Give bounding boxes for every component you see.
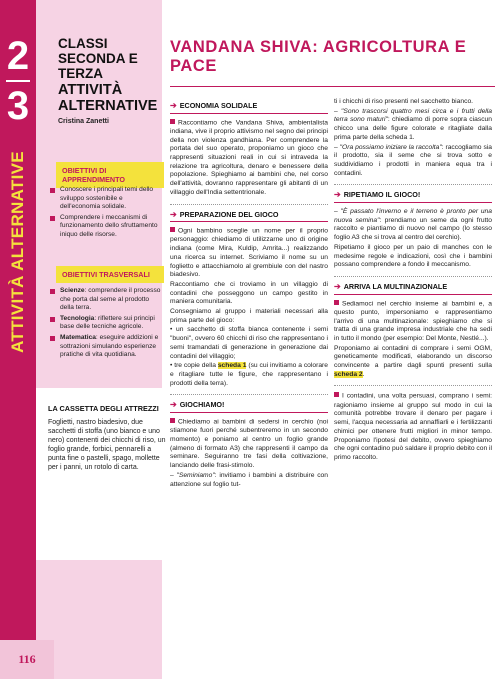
section-heading: [170, 211, 328, 223]
section-heading: [170, 401, 328, 413]
arrow-icon: ➔: [170, 101, 177, 110]
list-item: Conoscere i principali temi dello sviluppo sostenibile e dell'economia solidale.: [50, 186, 162, 212]
section-heading: [334, 191, 492, 203]
toolbox-heading: LA CASSETTA DEGLI ATTREZZI: [48, 404, 159, 413]
list-item-text: riflettere sui principi base delle tecniche agricole.: [60, 314, 155, 331]
section-heading: [334, 283, 492, 295]
bullet-square-icon: [170, 119, 175, 124]
list-item-text: comprendere il processo che porta dal seme al prodotto della terra.: [60, 287, 161, 312]
list-item: Scienze: comprendere il processo che porta dal seme al prodotto della terra.: [50, 287, 162, 313]
list-item: Matematica: eseguire addizioni e sottrazioni simulando esperienze pratiche di vita quotidiana.: [50, 334, 162, 360]
paragraph: Proponiamo ai contadini di comprare i semi OGM, geneticamente modificati, elaborando un discorso convincente a partire dagli spunti presenti sulla scheda 2.: [334, 344, 492, 378]
subject-label: Tecnologia: [60, 314, 95, 322]
divider: [334, 276, 492, 277]
grade-divider: [6, 80, 30, 82]
grade-number-bottom: 3: [6, 84, 30, 128]
arrow-icon: ➔: [334, 281, 341, 291]
paragraph: Raccontiamo che ci troviamo in un villaggio di contadini che posseggono un campo gestito in maniera comunitaria.: [170, 280, 328, 306]
toolbox-text: Foglietti, nastro biadesivo, due sacchetti di stoffa (uno bianco e uno nero) contenenti dei chicchi di riso, un foglio grande, forbici, pennarelli a punta fine o pastelli, spago, mollette per i panni, un rotolo di carta.: [48, 419, 166, 471]
title-divider: [170, 86, 495, 87]
arrow-icon: ➔: [170, 400, 177, 410]
section-heading-label: RIPETIAMO IL GIOCO!: [343, 190, 421, 200]
panel-footer: [36, 560, 162, 679]
arrow-icon: ➔: [170, 209, 177, 219]
bullet-square-icon: [334, 392, 339, 397]
author: Cristina Zanetti: [58, 118, 109, 125]
section-heading-label: ARRIVA LA MULTINAZIONALE: [343, 281, 448, 291]
section-heading-label: GIOCHIAMO!: [179, 400, 225, 410]
page-number: 116: [18, 652, 36, 666]
objectives-learning-heading: OBIETTIVI DI APPRENDIMENTO: [56, 162, 164, 188]
paragraph: Sediamoci nel cerchio insieme ai bambini e, a questo punto, impersoniamo e rappresentiamo l'arrivo di una multinazionale: spieghiamo che si tratta di una grande impresa industriale che ha sedi in tutto il mondo (per esempio: Del Monte, Nestlé...).: [334, 300, 492, 342]
panel-kicker: CLASSI SECONDA E TERZA: [58, 36, 138, 81]
objectives-transversal-heading: OBIETTIVI TRASVERSALI: [56, 266, 164, 283]
section-heading-label: PREPARAZIONE DEL GIOCO: [179, 209, 279, 219]
paragraph: Chiediamo ai bambini di sedersi in cerchio (noi stiamone fuori perché subentreremo in un secondo momento) e poniamo al centro un foglio grande (almeno di formato A3) che rappresenti il campo da seminare. Seguiranno tre fasi della coltivazione, lanciando delle frasi-stimolo.: [170, 418, 328, 470]
bullet-square-icon: [170, 227, 175, 232]
article: [170, 0, 500, 679]
toolbox-box: [36, 388, 162, 560]
arrow-icon: ➔: [334, 190, 341, 200]
subject-label: Matematica: [60, 333, 96, 341]
article-title: VANDANA SHIVA: AGRICOLTURA E PACE: [170, 38, 467, 75]
paragraph: Ogni bambino sceglie un nome per il proprio personaggio: chiediamo di utilizzarne uno di origine indiana (come Mira, Kuldip, Amrita...) realizzando una ricerca su internet. Scriviamo il nome su un foglietto e attacchiamolo al grembiule con del nastro biadesivo.: [170, 227, 328, 279]
subject-label: Scienze: [60, 287, 85, 294]
divider: [170, 204, 328, 205]
panel-title: ATTIVITÀ ALTERNATIVE: [58, 82, 158, 114]
vertical-section-label: ATTIVITÀ ALTERNATIVE: [8, 151, 27, 353]
paragraph: – "Sono trascorsi quattro mesi circa e i frutti della terra sono maturi": chiediamo di porre sopra ciascun chicco una delle figure colorate e ritagliate dalla prima parte della scheda 1.: [334, 107, 492, 141]
list-item-text: eseguire addizioni e sottrazioni simulando esperienze pratiche di vita quotidiana.: [60, 333, 159, 359]
worksheet-ref: scheda 1: [217, 362, 247, 370]
section-heading: [170, 102, 328, 114]
divider: [170, 394, 328, 395]
paragraph: – "È passato l'inverno e il terreno è pronto per una nuova semina": prendiamo un seme da ogni frutto raccolto e piantiamo di nuovo nel campo (lo stesso foglio A3 che si trova al centro del cerchio).: [334, 208, 493, 242]
paragraph: Raccontiamo che Vandana Shiva, ambientalista indiana, vive il proprio attivismo nel segno dei principi della non violenza gandhiana. Per comprendere la portata del suo operato, proponiamo un gioco che rappresenti situazioni reali in cui si intraveda la relazione tra agricoltura, denaro e benessere della popolazione. Spieghiamo ai bambini che, nel corso dell'attività, dovranno rappresentare gli abitanti di un villaggio dell'India settentrionale.: [170, 119, 328, 196]
paragraph: I contadini, una volta persuasi, comprano i semi: ragioniamo insieme al gruppo sul modo in cui la comunità potrebbe trovare il denaro per pagare i semi, l'acqua necessaria ad annaffiarli e i fertilizzanti chimici per ottenere frutti migliori in minor tempo. Proponiamo l'ipotesi del debito, ovvero spieghiamo che ogni contadino può saldare il proprio debito con il primo raccolto.: [334, 392, 493, 461]
article-column-1: [170, 98, 328, 490]
bullet-square-icon: [170, 418, 175, 423]
section-heading-label: ECONOMIA SOLIDALE: [179, 101, 258, 110]
paragraph: • tre copie della scheda 1 (su cui invitiamo a colorare e ritagliare tutte le figure, che rappresentano i prodotti della terra).: [170, 362, 329, 387]
paragraph: • un sacchetto di stoffa bianca contenente i semi "buoni", ovvero 60 chicchi di riso che rappresentano i semi tramandati di generazione in generazione dai contadini del villaggio;: [170, 326, 328, 360]
list-item: Comprendere i meccanismi di funzionamento dello sfruttamento iniquo delle risorse.: [50, 214, 162, 240]
bullet-square-icon: [334, 300, 339, 305]
paragraph: ti i chicchi di riso presenti nel sacchetto bianco.: [334, 98, 474, 105]
paragraph: – "Seminiamo": invitiamo i bambini a distribuire con attenzione sul foglio tut-: [170, 471, 328, 488]
paragraph: – "Ora possiamo iniziare la raccolta": raccogliamo sia il prodotto, sia il seme che si trova sotto e suddividiamo i prodotti in maniera equa tra i contadini.: [334, 143, 492, 177]
objectives-learning-list: [50, 186, 162, 242]
list-item: Tecnologia: riflettere sui principi base delle tecniche agricole.: [50, 315, 162, 332]
divider: [334, 184, 492, 185]
paragraph: Consegniamo al gruppo i materiali necessari alla prima parte del gioco:: [170, 308, 328, 324]
objectives-transversal-list: [50, 287, 162, 362]
worksheet-ref: scheda 2: [334, 370, 363, 378]
grade-number-top: 2: [6, 34, 30, 78]
paragraph: Ripetiamo il gioco per un paio di manches con le medesime regole e indicazioni, così che i bambini possano comprendere a fondo il meccanismo.: [334, 243, 492, 269]
article-column-2: [334, 98, 492, 464]
divider: [334, 385, 492, 386]
